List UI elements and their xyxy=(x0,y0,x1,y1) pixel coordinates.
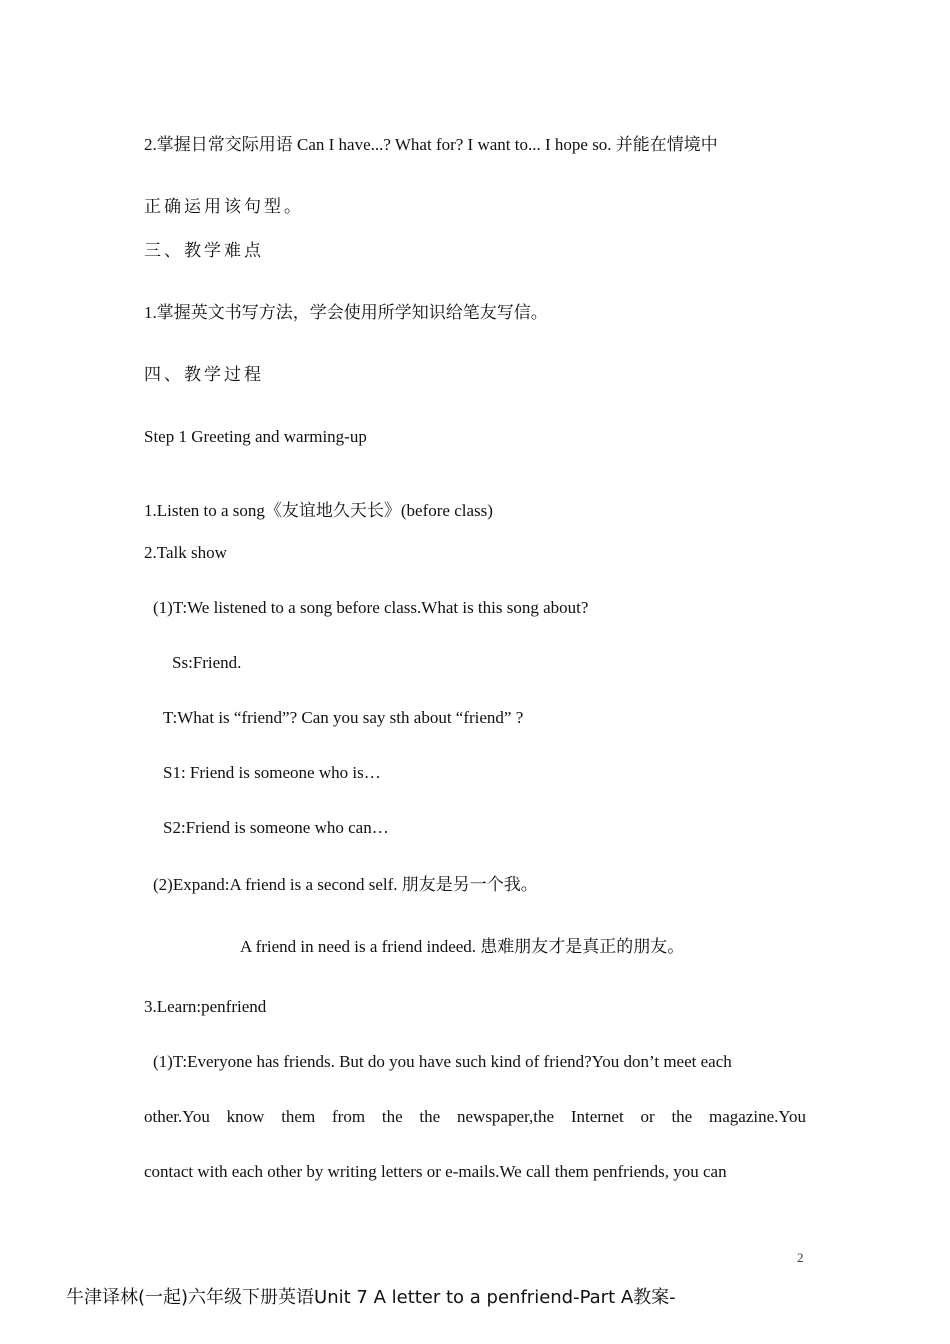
text-line-2: 正确运用该句型。 xyxy=(144,197,304,216)
text-line-12: S1: Friend is someone who is… xyxy=(163,763,381,782)
text-line-17: (1)T:Everyone has friends. But do you have such kind of friend?You don’t meet each xyxy=(153,1052,732,1071)
footer-title: 牛津译林(一起)六年级下册英语Unit 7 A letter to a penfriend-Part A教案- xyxy=(66,1287,676,1308)
text-line-1: 2.掌握日常交际用语 Can I have...? What for? I want to... I hope so. 并能在情境中 xyxy=(144,135,718,154)
text-line-16: 3.Learn:penfriend xyxy=(144,997,267,1016)
section-heading-process: 四、教学过程 xyxy=(144,365,264,384)
text-line-18: other.You know them from the the newspaper,the Internet or the magazine.You xyxy=(144,1107,806,1126)
text-line-13: S2:Friend is someone who can… xyxy=(163,818,389,837)
text-line-19: contact with each other by writing letters or e-mails.We call them penfriends, you can xyxy=(144,1162,727,1181)
text-line-4: 1.掌握英文书写方法，学会使用所学知识给笔友写信。 xyxy=(144,303,548,322)
page-number: 2 xyxy=(797,1250,804,1265)
text-line-14: (2)Expand:A friend is a second self. 朋友是另一个我。 xyxy=(153,875,538,894)
text-line-10: Ss:Friend. xyxy=(172,653,242,672)
text-line-9: (1)T:We listened to a song before class.What is this song about? xyxy=(153,598,589,617)
text-line-8: 2.Talk show xyxy=(144,543,227,562)
text-line-7: 1.Listen to a song《友谊地久天长》(before class) xyxy=(144,501,493,520)
step-heading: Step 1 Greeting and warming-up xyxy=(144,427,367,446)
text-line-11: T:What is “friend”? Can you say sth about “friend” ? xyxy=(163,708,524,727)
text-line-15: A friend in need is a friend indeed. 患难朋友才是真正的朋友。 xyxy=(240,937,685,956)
section-heading-difficulties: 三、教学难点 xyxy=(144,241,264,260)
